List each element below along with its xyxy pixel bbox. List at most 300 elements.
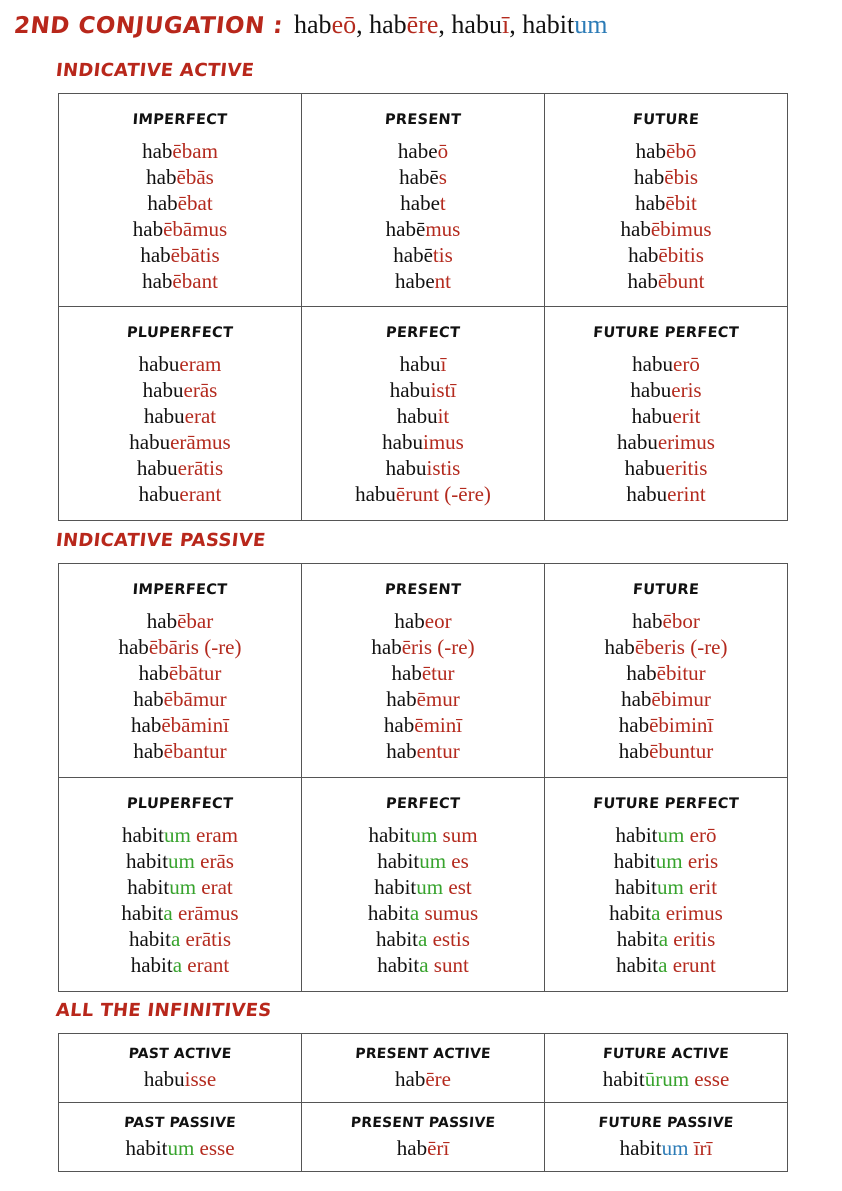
auxiliary: erunt xyxy=(667,953,716,977)
verb-form xyxy=(302,712,544,738)
verb-form xyxy=(302,874,544,900)
verb-form xyxy=(545,822,787,848)
form-part: esse xyxy=(194,1136,235,1160)
stem: hab xyxy=(383,713,415,737)
separator: , xyxy=(356,10,370,39)
verb-form xyxy=(59,608,301,634)
participle-ending: a xyxy=(418,927,428,951)
tense-cell xyxy=(302,778,545,992)
participle-ending: um xyxy=(168,849,195,873)
table-row xyxy=(59,307,788,521)
tense-cell xyxy=(545,564,788,778)
stem: habu xyxy=(382,430,423,454)
ending: it xyxy=(437,404,450,428)
tense-heading: PRESENT xyxy=(384,112,462,128)
ending: erint xyxy=(667,482,706,506)
form-list xyxy=(302,822,544,978)
ending: ēbar xyxy=(177,609,214,633)
separator: , xyxy=(509,10,523,39)
stem: hab xyxy=(118,635,149,659)
stem: habē xyxy=(399,165,439,189)
infinitive-form xyxy=(545,1135,787,1161)
verb-form xyxy=(545,686,787,712)
ending: erō xyxy=(673,352,700,376)
verb-form xyxy=(59,429,301,455)
verb-form xyxy=(545,377,787,403)
stem: habu xyxy=(138,482,180,506)
tense-heading: IMPERFECT xyxy=(132,112,228,128)
stem: habit xyxy=(616,927,659,951)
stem: habit xyxy=(609,901,652,925)
page-title xyxy=(14,10,607,50)
verb-form xyxy=(59,164,301,190)
stem: hab xyxy=(635,139,666,163)
table-row xyxy=(59,1034,788,1103)
ending: erātis xyxy=(177,456,224,480)
form-part: ērī xyxy=(427,1136,450,1160)
participle-ending: a xyxy=(172,953,183,977)
ending: ēbimur xyxy=(651,687,711,711)
tense-heading: PLUPERFECT xyxy=(126,796,234,812)
stem: habu xyxy=(389,378,431,402)
verb-form xyxy=(545,874,787,900)
form-list xyxy=(302,138,544,294)
infinitive-heading: PRESENT PASSIVE xyxy=(350,1115,496,1131)
form-list xyxy=(302,351,544,507)
stem: hab xyxy=(620,217,651,241)
infinitive-cell xyxy=(545,1034,788,1103)
principal-part xyxy=(451,10,522,39)
stem: habit xyxy=(376,927,419,951)
stem: habit xyxy=(128,927,171,951)
verb-form xyxy=(302,242,544,268)
stem: habit xyxy=(374,875,417,899)
verb-form xyxy=(302,738,544,764)
indicative-active-table xyxy=(58,93,788,521)
verb-form xyxy=(545,634,787,660)
verb-form xyxy=(59,952,301,978)
form-part: īrī xyxy=(688,1136,713,1160)
ending: ēris (-re) xyxy=(401,635,475,659)
auxiliary: erātis xyxy=(180,927,232,951)
form-list xyxy=(545,822,787,978)
ending: erimus xyxy=(657,430,715,454)
stem: hab xyxy=(142,269,173,293)
ending: ēbitur xyxy=(656,661,706,685)
ending: ētur xyxy=(421,661,455,685)
stem: habit xyxy=(367,901,410,925)
ending: ēbuntur xyxy=(649,739,714,763)
ending: ēbāmus xyxy=(163,217,228,241)
stem: habē xyxy=(393,243,433,267)
indicative-passive-table xyxy=(58,563,788,992)
table-row xyxy=(59,94,788,307)
verb-form xyxy=(302,455,544,481)
stem: habu xyxy=(143,404,185,428)
form-part: habit xyxy=(602,1067,645,1091)
verb-form xyxy=(59,481,301,507)
verb-form xyxy=(59,822,301,848)
form-list xyxy=(545,138,787,294)
stem: habe xyxy=(400,191,440,215)
verb-form xyxy=(59,660,301,686)
auxiliary: sunt xyxy=(428,953,469,977)
verb-form xyxy=(302,268,544,294)
stem: hab xyxy=(386,687,417,711)
stem: habu xyxy=(624,456,666,480)
infinitives-table xyxy=(58,1033,788,1172)
participle-ending: a xyxy=(163,901,173,925)
ending: entur xyxy=(416,739,460,763)
verb-form xyxy=(302,190,544,216)
verb-form xyxy=(545,164,787,190)
ending: erit xyxy=(672,404,701,428)
ending: ī xyxy=(440,352,447,376)
participle-ending: a xyxy=(658,953,668,977)
ending: ēbam xyxy=(172,139,218,163)
stem: habu xyxy=(632,352,673,376)
table-row xyxy=(59,778,788,992)
form-list xyxy=(545,351,787,507)
stem: habu xyxy=(138,352,180,376)
infinitive-heading: FUTURE ACTIVE xyxy=(602,1046,730,1062)
auxiliary: estis xyxy=(427,927,470,951)
tense-heading: FUTURE PERFECT xyxy=(592,325,740,341)
verb-form xyxy=(59,926,301,952)
stem: hab xyxy=(627,269,658,293)
ending: ēbor xyxy=(662,609,700,633)
infinitive-form xyxy=(545,1066,787,1092)
stem: habu xyxy=(396,404,438,428)
verb-form xyxy=(545,608,787,634)
ending: nt xyxy=(434,269,451,293)
verb-form xyxy=(59,634,301,660)
tense-cell xyxy=(59,564,302,778)
verb-form xyxy=(302,138,544,164)
tense-cell xyxy=(59,94,302,307)
stem: habit xyxy=(614,875,657,899)
stem: habit xyxy=(126,849,169,873)
stem: habit xyxy=(121,823,164,847)
auxiliary: eram xyxy=(190,823,239,847)
auxiliary: est xyxy=(443,875,472,899)
form-part: um xyxy=(661,1136,689,1160)
infinitive-cell xyxy=(59,1103,302,1172)
stem: habit xyxy=(130,953,173,977)
verb-form xyxy=(302,403,544,429)
form-list xyxy=(59,822,301,978)
form-list xyxy=(59,608,301,764)
participle-ending: um xyxy=(656,875,684,899)
form-part: ūrum xyxy=(644,1067,690,1091)
infinitive-cell xyxy=(59,1034,302,1103)
stem: habu xyxy=(129,430,171,454)
infinitive-heading: FUTURE PASSIVE xyxy=(598,1115,734,1131)
participle-ending: um xyxy=(419,849,447,873)
ending: ēre xyxy=(406,10,439,39)
table-row xyxy=(59,564,788,778)
verb-form xyxy=(302,848,544,874)
verb-form xyxy=(545,481,787,507)
ending: imus xyxy=(422,430,464,454)
form-list xyxy=(302,608,544,764)
auxiliary: erant xyxy=(182,953,230,977)
ending: ēbātis xyxy=(170,243,220,267)
infinitive-cell xyxy=(302,1034,545,1103)
verb-form xyxy=(59,216,301,242)
participle-ending: um xyxy=(655,849,683,873)
tense-heading: PERFECT xyxy=(385,325,461,341)
stem: hab xyxy=(604,635,635,659)
form-part: habit xyxy=(125,1136,168,1160)
stem: hab xyxy=(386,739,417,763)
participle-ending: a xyxy=(658,927,669,951)
participle-ending: um xyxy=(416,875,444,899)
verb-form xyxy=(59,403,301,429)
verb-form xyxy=(302,377,544,403)
participle-ending: a xyxy=(409,901,420,925)
participle-ending: um xyxy=(657,823,685,847)
table-row xyxy=(59,1103,788,1172)
stem: hab xyxy=(132,217,164,241)
ending: ēbant xyxy=(172,269,218,293)
verb-form xyxy=(545,190,787,216)
stem: hab xyxy=(618,739,650,763)
stem: hab xyxy=(394,609,425,633)
participle-ending: a xyxy=(419,953,429,977)
form-list xyxy=(59,138,301,294)
tense-cell xyxy=(545,307,788,521)
tense-heading: FUTURE PERFECT xyxy=(592,796,740,812)
ending: istī xyxy=(430,378,457,402)
infinitive-heading: PAST PASSIVE xyxy=(123,1115,237,1131)
ending: s xyxy=(438,165,447,189)
verb-form xyxy=(545,351,787,377)
form-part: hab xyxy=(395,1067,426,1091)
verb-form xyxy=(302,926,544,952)
ending: erās xyxy=(183,378,218,402)
tense-heading: FUTURE xyxy=(632,582,700,598)
ending: ēmur xyxy=(416,687,460,711)
principal-part xyxy=(294,10,369,39)
verb-form xyxy=(59,242,301,268)
verb-form xyxy=(59,377,301,403)
verb-form xyxy=(545,268,787,294)
stem: habu xyxy=(385,456,427,480)
form-part: um xyxy=(167,1136,195,1160)
ending: um xyxy=(574,10,608,39)
verb-form xyxy=(59,712,301,738)
principal-part xyxy=(369,10,451,39)
indicative-passive-heading: INDICATIVE PASSIVE xyxy=(54,530,267,551)
ending: ēbunt xyxy=(657,269,705,293)
auxiliary: erās xyxy=(194,849,234,873)
infinitive-cell xyxy=(545,1103,788,1172)
form-part: ēre xyxy=(425,1067,451,1091)
verb-form xyxy=(545,429,787,455)
verb-form xyxy=(545,403,787,429)
verb-form xyxy=(545,242,787,268)
auxiliary: sumus xyxy=(419,901,479,925)
stem: habu xyxy=(136,456,178,480)
stem: hab xyxy=(294,10,332,39)
form-part: esse xyxy=(689,1067,730,1091)
verb-form xyxy=(545,138,787,164)
verb-form xyxy=(302,216,544,242)
tense-cell xyxy=(302,307,545,521)
stem: habit xyxy=(615,823,658,847)
form-part: habit xyxy=(619,1136,662,1160)
infinitive-heading: PRESENT ACTIVE xyxy=(354,1046,492,1062)
stem: habit xyxy=(368,823,411,847)
ending: ērunt (-ēre) xyxy=(395,482,491,506)
form-list xyxy=(545,608,787,764)
verb-form xyxy=(302,900,544,926)
verb-form xyxy=(59,738,301,764)
tense-heading: IMPERFECT xyxy=(132,582,228,598)
stem: habu xyxy=(142,378,184,402)
ending: tis xyxy=(432,243,453,267)
auxiliary: erāmus xyxy=(172,901,239,925)
ending: eram xyxy=(179,352,222,376)
stem: hab xyxy=(626,661,657,685)
auxiliary: erō xyxy=(684,823,717,847)
stem: hab xyxy=(147,191,178,215)
infinitive-cell xyxy=(302,1103,545,1172)
ending: ō xyxy=(437,139,449,163)
ending: ēbāminī xyxy=(161,713,229,737)
infinitive-heading: PAST ACTIVE xyxy=(128,1046,232,1062)
infinitive-form xyxy=(302,1066,544,1092)
ending: erāmus xyxy=(170,430,231,454)
verb-form xyxy=(59,268,301,294)
tense-cell xyxy=(545,94,788,307)
ending: ēbāris (-re) xyxy=(148,635,242,659)
stem: hab xyxy=(618,713,650,737)
stem: hab xyxy=(391,661,422,685)
form-part: hab xyxy=(396,1136,428,1160)
ending: ēbit xyxy=(665,191,697,215)
ending: istis xyxy=(426,456,461,480)
auxiliary: erit xyxy=(683,875,718,899)
auxiliary: erat xyxy=(196,875,233,899)
stem: habit xyxy=(616,953,659,977)
stem: hab xyxy=(632,609,663,633)
stem: habu xyxy=(630,378,672,402)
verb-form xyxy=(302,481,544,507)
ending: ēbis xyxy=(664,165,699,189)
participle-ending: um xyxy=(169,875,197,899)
auxiliary: eritis xyxy=(668,927,716,951)
stem: hab xyxy=(131,713,162,737)
ending: eor xyxy=(424,609,452,633)
ending: erat xyxy=(184,404,217,428)
stem: habit xyxy=(613,849,656,873)
ending: ēbātur xyxy=(168,661,222,685)
ending: ēbō xyxy=(666,139,697,163)
stem: habit xyxy=(121,901,164,925)
stem: hab xyxy=(628,243,659,267)
auxiliary: erimus xyxy=(660,901,723,925)
tense-cell xyxy=(302,564,545,778)
participle-ending: a xyxy=(651,901,661,925)
separator: , xyxy=(438,10,452,39)
tense-cell xyxy=(545,778,788,992)
principal-parts xyxy=(294,10,607,39)
stem: habu xyxy=(399,352,441,376)
verb-form xyxy=(302,634,544,660)
tense-heading: PRESENT xyxy=(384,582,462,598)
verb-form xyxy=(59,874,301,900)
stem: hab xyxy=(146,609,178,633)
stem: hab xyxy=(371,635,402,659)
verb-form xyxy=(302,952,544,978)
ending: ēminī xyxy=(414,713,463,737)
ending: ī xyxy=(501,10,510,39)
stem: hab xyxy=(635,191,666,215)
ending: mus xyxy=(425,217,461,241)
stem: habit xyxy=(377,953,420,977)
stem: habu xyxy=(355,482,396,506)
verb-form xyxy=(302,608,544,634)
participle-ending: um xyxy=(410,823,438,847)
stem: habit xyxy=(377,849,420,873)
verb-form xyxy=(545,926,787,952)
ending: ēbāmur xyxy=(163,687,227,711)
stem: habu xyxy=(631,404,673,428)
stem: habit xyxy=(127,875,170,899)
stem: hab xyxy=(133,739,164,763)
verb-form xyxy=(302,686,544,712)
ending: eris xyxy=(671,378,702,402)
tense-cell xyxy=(302,94,545,307)
form-list xyxy=(59,351,301,507)
stem: habit xyxy=(522,10,575,39)
infinitives-heading: ALL THE INFINITIVES xyxy=(54,1000,273,1021)
verb-form xyxy=(545,660,787,686)
verb-form xyxy=(545,738,787,764)
verb-form xyxy=(59,351,301,377)
stem: habe xyxy=(395,269,435,293)
stem: hab xyxy=(369,10,407,39)
verb-form xyxy=(59,900,301,926)
ending: ēbiminī xyxy=(649,713,714,737)
ending: ēbat xyxy=(177,191,213,215)
indicative-active-heading: INDICATIVE ACTIVE xyxy=(54,60,256,81)
ending: eritis xyxy=(665,456,708,480)
verb-form xyxy=(545,216,787,242)
stem: habu xyxy=(626,482,668,506)
ending: ēbimus xyxy=(650,217,712,241)
auxiliary: es xyxy=(446,849,469,873)
verb-form xyxy=(59,190,301,216)
tense-heading: FUTURE xyxy=(632,112,700,128)
verb-form xyxy=(59,138,301,164)
verb-form xyxy=(545,952,787,978)
stem: habu xyxy=(617,430,658,454)
infinitive-form xyxy=(59,1135,301,1161)
verb-form xyxy=(545,712,787,738)
auxiliary: eris xyxy=(682,849,719,873)
stem: hab xyxy=(633,165,665,189)
stem: hab xyxy=(146,165,177,189)
participle-ending: a xyxy=(170,927,181,951)
form-part: isse xyxy=(184,1067,217,1091)
stem: hab xyxy=(138,661,169,685)
verb-form xyxy=(545,900,787,926)
stem: habu xyxy=(451,10,502,39)
verb-form xyxy=(59,848,301,874)
